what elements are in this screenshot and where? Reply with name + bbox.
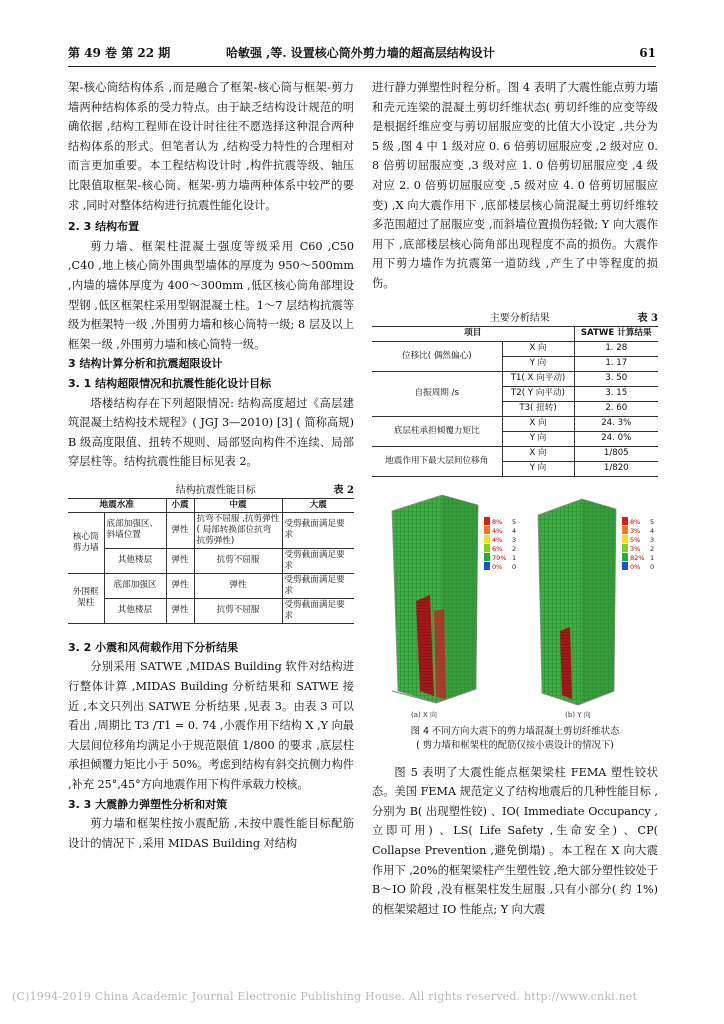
table-header-cell: 小震 [166, 498, 194, 512]
table-row [68, 512, 354, 548]
legend-swatch [622, 562, 628, 570]
table-cell: 抗弯不屈服 ,抗剪弹性( 局部转换部位抗弯抗剪弹性) [194, 512, 282, 548]
legend-percent: 8% [630, 517, 641, 526]
table-row [68, 548, 354, 573]
legend-level: 5 [512, 517, 517, 526]
legend-level: 4 [512, 526, 517, 535]
legend-percent: 4% [492, 526, 503, 535]
legend-swatch [484, 517, 490, 525]
section-heading-3-2: 3. 2 小震和风荷载作用下分析结果 [68, 640, 239, 654]
table-cell: 2. 60 [574, 401, 658, 416]
table-header-cell: SATWE 计算结果 [574, 326, 658, 341]
table-cell: T3( 扭转) [502, 401, 574, 416]
table-row [68, 498, 354, 512]
legend-percent: 5% [630, 535, 641, 544]
legend-level: 5 [650, 517, 655, 526]
table-header-cell: 项目 [372, 326, 574, 341]
table-2-number: 表 2 [333, 484, 354, 496]
legend-level: 3 [650, 535, 655, 544]
paragraph: 剪力墙、框架柱混凝土强度等级采用 C60 ,C50 ,C40 ,地上核心筒外围典型墙体的厚度为 950～500mm ,内墙的墙体厚度为 400～300mm ,低区核心筒角部埋设型钢 ,低区框架柱采用型钢混凝土柱。1～7 层结构抗震等级为框架特一级 ,外围剪力墙和核心筒特一级; 8 层及以上框架一级 ,外围剪力墙和核心筒特一级。 [68, 239, 354, 351]
legend-level: 4 [650, 526, 655, 535]
page-number: 61 [639, 46, 656, 60]
legend-level: 2 [650, 544, 655, 553]
table-row [372, 326, 658, 341]
table-2 [68, 498, 354, 624]
table-cell: Y 向 [502, 461, 574, 476]
table-item-cell: 地震作用下最大层间位移角 [372, 446, 502, 476]
table-cell: 24. 3% [574, 416, 658, 431]
legend-swatch [484, 553, 490, 561]
paragraph: 架-核心筒结构体系 ,而是融合了框架-核心筒与框架-剪力墙两种结构体系的受力特点。由于缺乏结构设计规范的明确依据 ,结构工程师在设计时往往不愿选择这种混合两种结构体系的形式。但笔者认为 ,结构受力特性的合理相对而言更加重要。本工程结构设计时 ,构件抗震等级、轴压比限值取框架-核心筒、框架-剪力墙两种体系中较严的要求 ,同时对整体结构进行抗震性能化设计。 [68, 81, 354, 212]
paragraph: 进行静力弹塑性时程分析。图 4 表明了大震性能点剪力墙和壳元连梁的混凝土剪切纤维状态( 剪切纤维的应变等级是根据纤维应变与剪切屈服应变的比值大小设定 ,共分为 5 级 ,图 4 中 1 级对应 0. 6 倍剪切屈服应变 ,2 级对应 0. 8 倍剪切屈服应变 ,3 级对应 1. 0 倍剪切屈服应变 ,4 级对应 2. 0 倍剪切屈服应变 ,5 级对应 4. 0 倍剪切屈服应变) ,X 向大震作用下 ,底部楼层核心筒混凝土剪切纤维较多范围超过了屈服应变 ,而斜墙位置损伤轻微; Y 向大震作用下 ,底部楼层核心筒角部出现程度不高的损伤。大震作用下剪力墙作为抗震第一道防线 ,产生了中等程度的损伤。 [372, 81, 658, 290]
tower-model-y [538, 499, 616, 705]
table-header-cell: 大震 [282, 498, 354, 512]
figure-4 [372, 491, 658, 719]
legend-swatch [484, 562, 490, 570]
figure-4-caption [372, 725, 658, 753]
legend-swatch [484, 535, 490, 543]
paragraph: 塔楼结构存在下列超限情况: 结构高度超过《高层建筑混凝土结构技术规程》( JGJ 3—2010) [3] ( 简称高规) B 级高度限值、扭转不规则、局部竖向构件不连续、局部穿层柱等。结构抗震性能目标见表 2。 [68, 396, 354, 469]
legend-level: 0 [650, 562, 655, 571]
figure-caption-line: 图 4 不同方向大震下的剪力墙混凝土剪切纤维状态 [410, 725, 620, 737]
legend-y [622, 517, 654, 571]
table-cell: T2( Y 向平动) [502, 386, 574, 401]
table-2-title: 结构抗震性能目标 [175, 484, 256, 496]
legend-level: 0 [512, 562, 517, 571]
legend-swatch [622, 517, 628, 525]
header-rule [68, 66, 656, 67]
table-cell: 弹性 [166, 548, 194, 573]
table-cell: 弹性 [166, 573, 194, 598]
table-cell: 3. 15 [574, 386, 658, 401]
legend-level: 1 [650, 553, 655, 562]
table-cell: X 向 [502, 416, 574, 431]
table-row [372, 416, 658, 431]
table-cell: 抗剪不屈服 [194, 548, 282, 573]
table-cell: 受剪截面满足要求 [282, 548, 354, 573]
table-cell: 弹性 [166, 598, 194, 623]
table-cell: X 向 [502, 341, 574, 356]
left-column [68, 78, 354, 853]
table-group-cell: 外围框架柱 [68, 573, 104, 623]
subfigure-label-a: (a) X 向 [411, 710, 437, 719]
table-cell: 3. 50 [574, 371, 658, 386]
paragraph: 图 5 表明了大震性能点框架梁柱 FEMA 塑性铰状态。美国 FEMA 规范定义了结构地震后的几种性能目标 ,分别为 B( 出现塑性铰) 、IO( Immediate Occupancy ,立即可用) 、LS( Life Safety ,生命安全) 、CP( Collapse Prevention ,避免倒塌) 。本工程在 X 向大震作用下 ,20%的框架梁柱产生塑性铰 ,绝大部分塑性铰处于 B～IO 阶段 ,没有框架柱发生屈服 ,只有小部分( 约 1%) 的框架梁超过 IO 性能点; Y 向大震 [372, 765, 658, 916]
table-cell: 底部加强区 [104, 573, 166, 598]
table-cell: 1/805 [574, 446, 658, 461]
legend-level: 2 [512, 544, 517, 553]
table-item-cell: 底层柱承担倾覆力矩比 [372, 416, 502, 446]
table-cell: 弹性 [194, 573, 282, 598]
legend-percent: 3% [630, 526, 641, 535]
legend-percent: 4% [492, 535, 503, 544]
table-2-caption [68, 484, 354, 498]
legend-percent: 79% [492, 553, 507, 562]
table-cell: Y 向 [502, 431, 574, 446]
paragraph: 分别采用 SATWE ,MIDAS Building 软件对结构进行整体计算 ,MIDAS Building 分析结果和 SATWE 接近 ,本文只列出 SATWE 分析结果 ,见表 3。由表 3 可以看出 ,周期比 T3 /T1 = 0. 74 ,小震作用下结构 X ,Y 向最大层间位移角均满足小于规范限值 1/800 的要求 ,底层柱承担倾覆力矩比小于 50%。考虑到结构有斜交抗侧力构件 ,补充 25°,45°方向地震作用下构件承载力校核。 [68, 660, 354, 792]
section-heading-3-1: 3. 1 结构超限情况和抗震性能化设计目标 [68, 376, 272, 390]
table-cell: X 向 [502, 446, 574, 461]
table-cell: 其他楼层 [104, 548, 166, 573]
table-row [68, 598, 354, 623]
table-3-number: 表 3 [637, 312, 658, 324]
subfigure-label-b: (b) Y 向 [565, 710, 591, 719]
table-cell: Y 向 [502, 356, 574, 371]
legend-swatch [484, 544, 490, 552]
legend-percent: 82% [630, 553, 645, 562]
paragraph: 剪力墙和框架柱按小震配筋 ,未按中震性能目标配筋设计的情况下 ,采用 MIDAS Building 对结构 [68, 817, 354, 850]
figure-caption-line: ( 剪力墙和框架柱的配筋仅按小震设计的情况下) [416, 739, 614, 751]
table-cell: 24. 0% [574, 431, 658, 446]
section-heading-2-3: 2. 3 结构布置 [68, 220, 140, 234]
table-row [372, 446, 658, 461]
legend-swatch [622, 553, 628, 561]
table-cell: 1. 17 [574, 356, 658, 371]
tower-model-x [392, 495, 478, 703]
figure-4-image [372, 491, 658, 719]
legend-swatch [622, 526, 628, 534]
legend-swatch [622, 544, 628, 552]
table-cell: 受剪截面满足要求 [282, 573, 354, 598]
legend-percent: 6% [492, 544, 503, 553]
table-3-caption [372, 312, 658, 326]
legend-level: 1 [512, 553, 517, 562]
table-row [372, 341, 658, 356]
legend-swatch [622, 535, 628, 543]
running-title: 哈敏强 ,等. 设置核心筒外剪力墙的超高层结构设计 [226, 46, 495, 60]
section-heading-3: 3 结构计算分析和抗震超限设计 [68, 357, 223, 371]
running-header [68, 44, 656, 64]
table-item-cell: 自振周期 /s [372, 371, 502, 416]
legend-level: 3 [512, 535, 517, 544]
table-3 [372, 326, 658, 477]
volume-issue: 第 49 卷 第 22 期 [68, 46, 171, 60]
table-row [372, 371, 658, 386]
table-cell: 1/820 [574, 461, 658, 476]
legend-swatch [484, 526, 490, 534]
legend-percent: 0% [630, 562, 641, 571]
table-cell: 其他楼层 [104, 598, 166, 623]
table-cell: T1( X 向平动) [502, 371, 574, 386]
table-header-cell: 地震水准 [68, 498, 166, 512]
table-cell: 受剪截面满足要求 [282, 512, 354, 548]
table-3-title: 主要分析结果 [489, 312, 550, 324]
table-cell: 1. 28 [574, 341, 658, 356]
table-group-cell: 核心筒剪力墙 [68, 512, 104, 573]
table-row [68, 573, 354, 598]
right-column [372, 78, 658, 919]
copyright-footer: (C)1994-2019 China Academic Journal Electronic Publishing House. All rights reserved. http://www.cnki.net [12, 990, 638, 1003]
legend-x [484, 517, 516, 571]
table-item-cell: 位移比( 偶然偏心) [372, 341, 502, 371]
table-cell: 抗剪不屈服 [194, 598, 282, 623]
legend-percent: 3% [630, 544, 641, 553]
table-header-cell: 中震 [194, 498, 282, 512]
table-cell: 底部加强区、斜墙位置 [104, 512, 166, 548]
section-heading-3-3: 3. 3 大震静力弹塑性分析和对策 [68, 797, 228, 811]
legend-percent: 8% [492, 517, 503, 526]
table-cell: 受剪截面满足要求 [282, 598, 354, 623]
table-cell: 弹性 [166, 512, 194, 548]
legend-percent: 0% [492, 562, 503, 571]
